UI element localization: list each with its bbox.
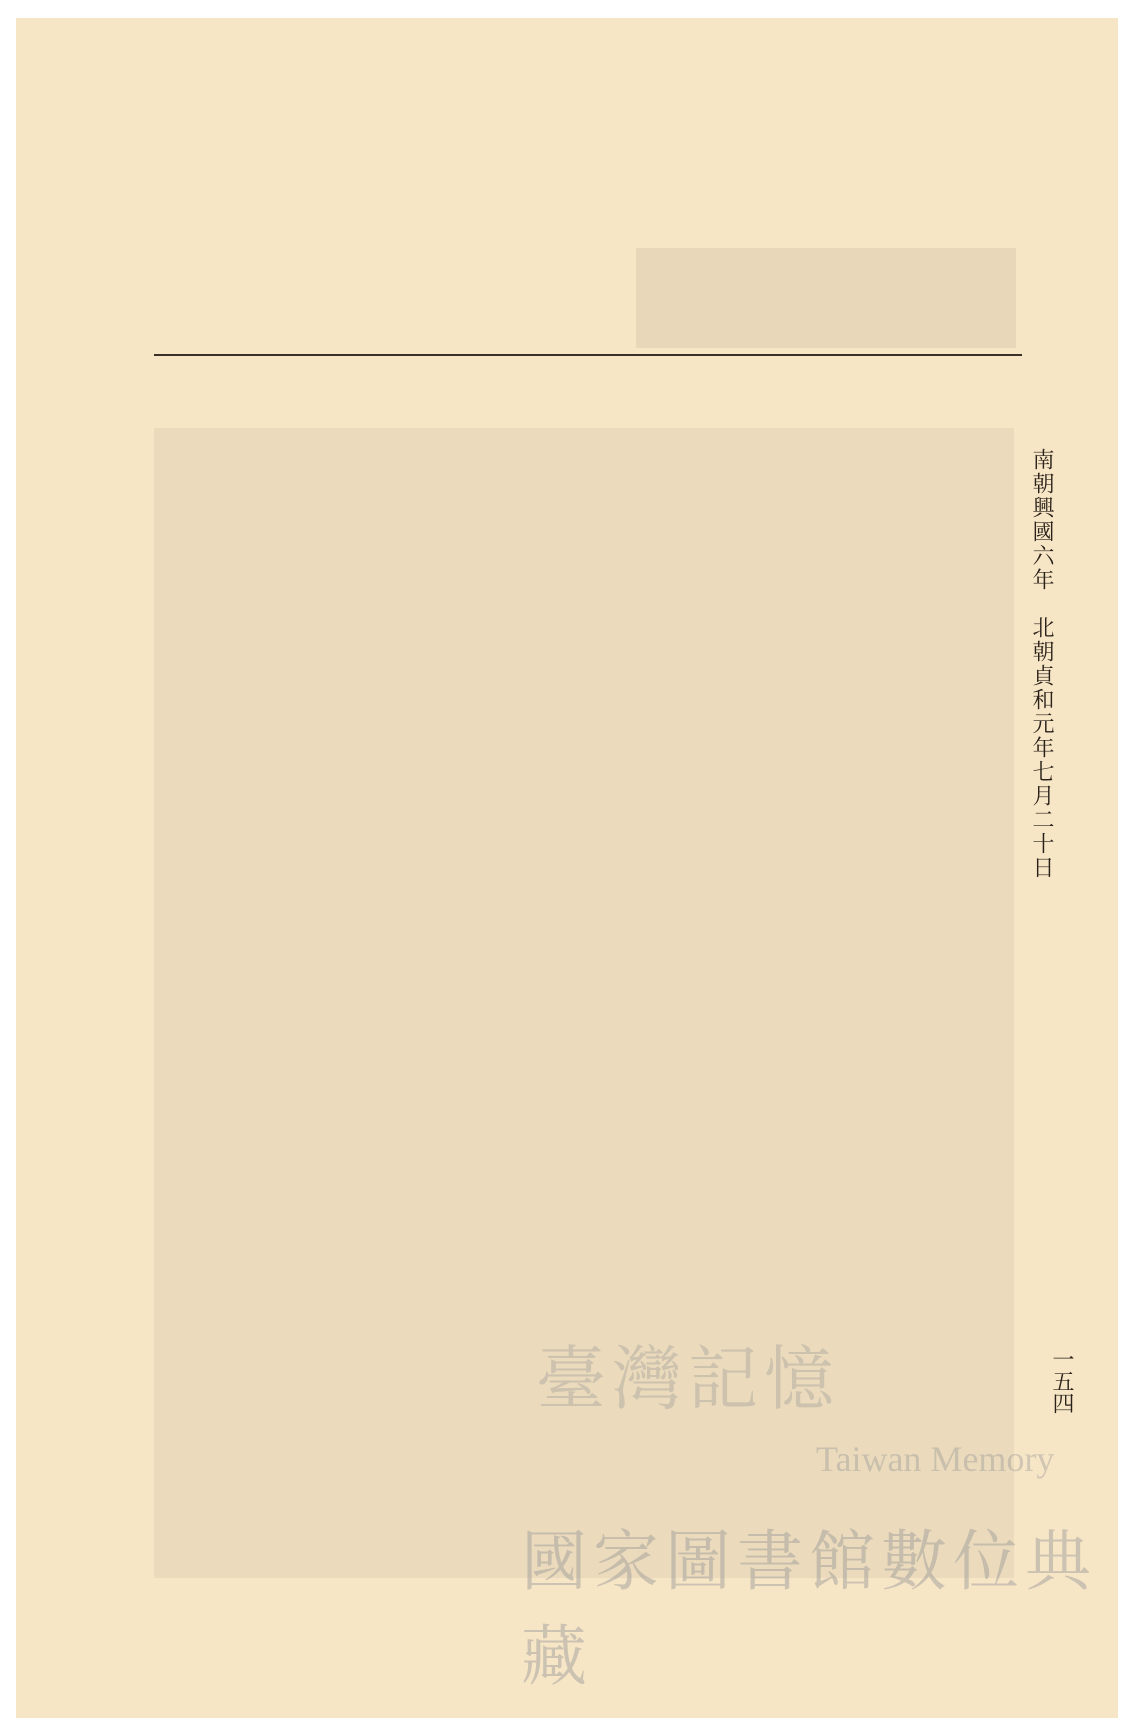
running-header: 南朝興國六年 北朝貞和元年七月二十日	[1029, 448, 1054, 880]
margin-divider-rule	[154, 354, 1022, 356]
document-page	[16, 18, 1118, 1718]
page-number: 一五四	[1049, 1348, 1074, 1414]
watermark-calligraphy: 臺灣記憶	[536, 1338, 840, 1420]
watermark-organization: 國家圖書館數位典藏	[521, 1523, 1097, 1695]
margin-notes-region	[636, 248, 1016, 348]
watermark-english: Taiwan Memory	[816, 1439, 1055, 1479]
